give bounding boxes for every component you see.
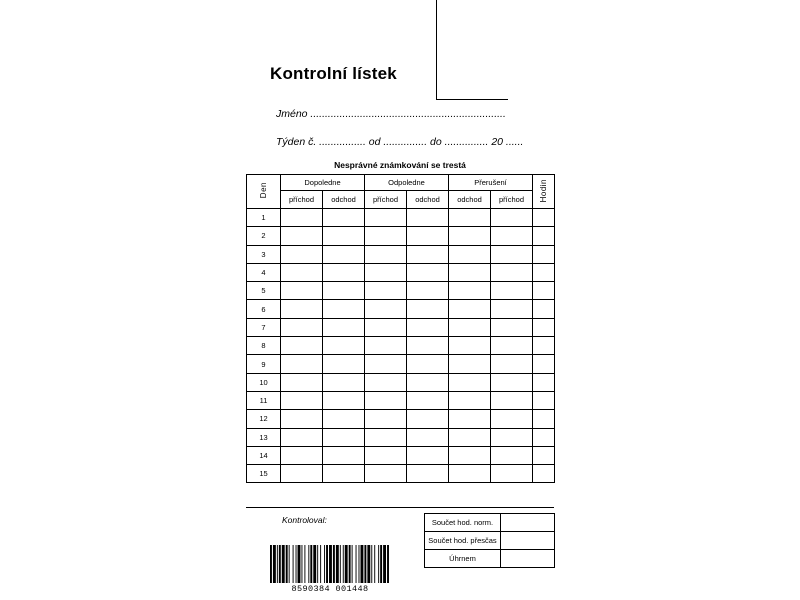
cell-afternoon-out[interactable]	[407, 391, 449, 409]
barcode-bars-icon	[270, 545, 390, 583]
table-row	[247, 446, 555, 464]
cell-afternoon-out[interactable]	[407, 355, 449, 373]
cell-afternoon-out[interactable]	[407, 446, 449, 464]
day-number-cell: 7	[247, 318, 281, 336]
cell-break-out[interactable]	[449, 428, 491, 446]
cell-afternoon-out[interactable]	[407, 263, 449, 281]
attendance-table-wrapper	[246, 174, 554, 483]
cell-break-out[interactable]	[449, 410, 491, 428]
cell-break-out[interactable]	[449, 209, 491, 227]
cell-break-in[interactable]	[491, 263, 533, 281]
cell-hours[interactable]	[533, 465, 555, 483]
cell-hours[interactable]	[533, 318, 555, 336]
day-number-cell: 2	[247, 227, 281, 245]
cell-hours[interactable]	[533, 391, 555, 409]
cell-morning-in[interactable]	[281, 410, 323, 428]
cell-hours[interactable]	[533, 355, 555, 373]
cell-morning-out[interactable]	[323, 355, 365, 373]
table-row	[247, 355, 555, 373]
cell-afternoon-out[interactable]	[407, 410, 449, 428]
cell-afternoon-out[interactable]	[407, 465, 449, 483]
cell-morning-out[interactable]	[323, 227, 365, 245]
cell-morning-in[interactable]	[281, 209, 323, 227]
table-row	[247, 263, 555, 281]
name-field-line[interactable]: Jméno ...................................................................	[276, 108, 506, 120]
table-row	[247, 465, 555, 483]
table-row	[247, 410, 555, 428]
table-sub-header-row	[247, 191, 555, 209]
cell-afternoon-in[interactable]	[365, 465, 407, 483]
cell-hours[interactable]	[533, 446, 555, 464]
cell-break-in[interactable]	[491, 300, 533, 318]
summary-value[interactable]	[501, 514, 555, 532]
day-number-cell: 6	[247, 300, 281, 318]
cell-break-out[interactable]	[449, 318, 491, 336]
cell-afternoon-in[interactable]	[365, 410, 407, 428]
cell-morning-out[interactable]	[323, 373, 365, 391]
summary-total-row	[425, 550, 555, 568]
cell-break-out[interactable]	[449, 373, 491, 391]
cell-break-in[interactable]	[491, 245, 533, 263]
cell-break-in[interactable]	[491, 446, 533, 464]
cell-morning-out[interactable]	[323, 282, 365, 300]
cell-morning-out[interactable]	[323, 428, 365, 446]
cell-hours[interactable]	[533, 263, 555, 281]
cell-hours[interactable]	[533, 410, 555, 428]
cell-afternoon-out[interactable]	[407, 337, 449, 355]
week-field-line[interactable]: Týden č. ................ od ............... do ............... 20 ......	[276, 136, 524, 148]
cell-afternoon-in[interactable]	[365, 446, 407, 464]
checked-by-label: Kontroloval:	[282, 515, 327, 525]
cell-afternoon-in[interactable]	[365, 282, 407, 300]
cell-hours[interactable]	[533, 227, 555, 245]
cell-break-out[interactable]	[449, 300, 491, 318]
table-body	[247, 209, 555, 483]
cell-afternoon-in[interactable]	[365, 300, 407, 318]
header-morning-out: odchod	[323, 191, 365, 209]
day-number-cell: 3	[247, 245, 281, 263]
day-number-cell: 1	[247, 209, 281, 227]
page-title: Kontrolní lístek	[270, 64, 397, 83]
summary-row	[425, 532, 555, 550]
cell-morning-in[interactable]	[281, 373, 323, 391]
day-number-cell: 12	[247, 410, 281, 428]
header-afternoon-in: příchod	[365, 191, 407, 209]
day-number-cell: 11	[247, 391, 281, 409]
summary-table	[424, 513, 555, 568]
header-hours: Hodin	[533, 175, 555, 209]
warning-notice: Nesprávné známkování se trestá	[334, 160, 466, 170]
cell-morning-in[interactable]	[281, 465, 323, 483]
cell-morning-out[interactable]	[323, 245, 365, 263]
cell-break-out[interactable]	[449, 446, 491, 464]
table-row	[247, 300, 555, 318]
cell-morning-in[interactable]	[281, 391, 323, 409]
cell-morning-out[interactable]	[323, 410, 365, 428]
cell-break-in[interactable]	[491, 465, 533, 483]
cell-morning-in[interactable]	[281, 318, 323, 336]
cell-morning-in[interactable]	[281, 428, 323, 446]
table-row	[247, 373, 555, 391]
cell-afternoon-in[interactable]	[365, 318, 407, 336]
cell-morning-out[interactable]	[323, 209, 365, 227]
cell-morning-out[interactable]	[323, 337, 365, 355]
cell-afternoon-in[interactable]	[365, 245, 407, 263]
cell-afternoon-out[interactable]	[407, 428, 449, 446]
cell-break-out[interactable]	[449, 263, 491, 281]
cell-break-out[interactable]	[449, 337, 491, 355]
summary-table-body	[425, 514, 555, 568]
day-number-cell: 5	[247, 282, 281, 300]
table-row	[247, 391, 555, 409]
cell-break-in[interactable]	[491, 428, 533, 446]
table-row	[247, 318, 555, 336]
cell-break-in[interactable]	[491, 282, 533, 300]
table-head	[247, 175, 555, 209]
table-row	[247, 227, 555, 245]
header-break-in: příchod	[491, 191, 533, 209]
day-number-cell: 9	[247, 355, 281, 373]
cell-afternoon-in[interactable]	[365, 391, 407, 409]
cell-morning-out[interactable]	[323, 318, 365, 336]
header-group-morning: Dopoledne	[281, 175, 365, 191]
cell-morning-in[interactable]	[281, 263, 323, 281]
cell-afternoon-in[interactable]	[365, 355, 407, 373]
cell-afternoon-out[interactable]	[407, 300, 449, 318]
cell-morning-out[interactable]	[323, 263, 365, 281]
cell-afternoon-in[interactable]	[365, 209, 407, 227]
footer-divider	[246, 507, 554, 508]
cell-afternoon-out[interactable]	[407, 209, 449, 227]
cell-morning-in[interactable]	[281, 245, 323, 263]
cell-break-out[interactable]	[449, 465, 491, 483]
cell-break-in[interactable]	[491, 337, 533, 355]
cell-break-out[interactable]	[449, 245, 491, 263]
cell-break-out[interactable]	[449, 282, 491, 300]
cell-afternoon-out[interactable]	[407, 227, 449, 245]
control-ticket-document	[240, 0, 560, 600]
cell-hours[interactable]	[533, 337, 555, 355]
cell-morning-out[interactable]	[323, 465, 365, 483]
cell-morning-out[interactable]	[323, 446, 365, 464]
cell-hours[interactable]	[533, 209, 555, 227]
day-number-cell: 14	[247, 446, 281, 464]
cell-afternoon-out[interactable]	[407, 318, 449, 336]
cell-hours[interactable]	[533, 373, 555, 391]
cell-morning-in[interactable]	[281, 446, 323, 464]
cell-afternoon-out[interactable]	[407, 282, 449, 300]
header-day: Den	[247, 175, 281, 209]
cell-morning-in[interactable]	[281, 337, 323, 355]
cell-morning-in[interactable]	[281, 300, 323, 318]
header-morning-in: příchod	[281, 191, 323, 209]
day-number-cell: 10	[247, 373, 281, 391]
table-row	[247, 245, 555, 263]
cell-break-in[interactable]	[491, 373, 533, 391]
cell-morning-out[interactable]	[323, 300, 365, 318]
cell-afternoon-out[interactable]	[407, 245, 449, 263]
cell-morning-in[interactable]	[281, 355, 323, 373]
barcode	[270, 545, 390, 594]
header-group-break: Přerušení	[449, 175, 533, 191]
cell-hours[interactable]	[533, 245, 555, 263]
cell-afternoon-in[interactable]	[365, 428, 407, 446]
header-afternoon-out: odchod	[407, 191, 449, 209]
cell-hours[interactable]	[533, 282, 555, 300]
day-number-cell: 4	[247, 263, 281, 281]
table-group-header-row	[247, 175, 555, 191]
day-number-cell: 15	[247, 465, 281, 483]
cell-morning-in[interactable]	[281, 282, 323, 300]
cell-afternoon-in[interactable]	[365, 227, 407, 245]
cell-afternoon-in[interactable]	[365, 337, 407, 355]
summary-total-value[interactable]	[501, 550, 555, 568]
summary-label: Součet hod. norm.	[425, 514, 501, 532]
cell-hours[interactable]	[533, 300, 555, 318]
cell-afternoon-in[interactable]	[365, 263, 407, 281]
cell-break-in[interactable]	[491, 355, 533, 373]
day-number-cell: 13	[247, 428, 281, 446]
cell-afternoon-out[interactable]	[407, 373, 449, 391]
header-break-out: odchod	[449, 191, 491, 209]
table-row	[247, 209, 555, 227]
cell-break-out[interactable]	[449, 227, 491, 245]
corner-bracket-decoration	[436, 0, 508, 100]
cell-morning-in[interactable]	[281, 227, 323, 245]
cell-afternoon-in[interactable]	[365, 373, 407, 391]
barcode-number: 8590384 001448	[291, 584, 369, 594]
table-row	[247, 337, 555, 355]
cell-break-out[interactable]	[449, 391, 491, 409]
attendance-table	[246, 174, 555, 483]
cell-break-in[interactable]	[491, 227, 533, 245]
header-group-afternoon: Odpoledne	[365, 175, 449, 191]
summary-total-label: Úhrnem	[425, 550, 501, 568]
cell-morning-out[interactable]	[323, 391, 365, 409]
table-row	[247, 428, 555, 446]
cell-hours[interactable]	[533, 428, 555, 446]
summary-value[interactable]	[501, 532, 555, 550]
table-row	[247, 282, 555, 300]
day-number-cell: 8	[247, 337, 281, 355]
summary-row	[425, 514, 555, 532]
cell-break-in[interactable]	[491, 410, 533, 428]
cell-break-in[interactable]	[491, 209, 533, 227]
cell-break-in[interactable]	[491, 391, 533, 409]
summary-label: Součet hod. přesčas	[425, 532, 501, 550]
cell-break-out[interactable]	[449, 355, 491, 373]
cell-break-in[interactable]	[491, 318, 533, 336]
